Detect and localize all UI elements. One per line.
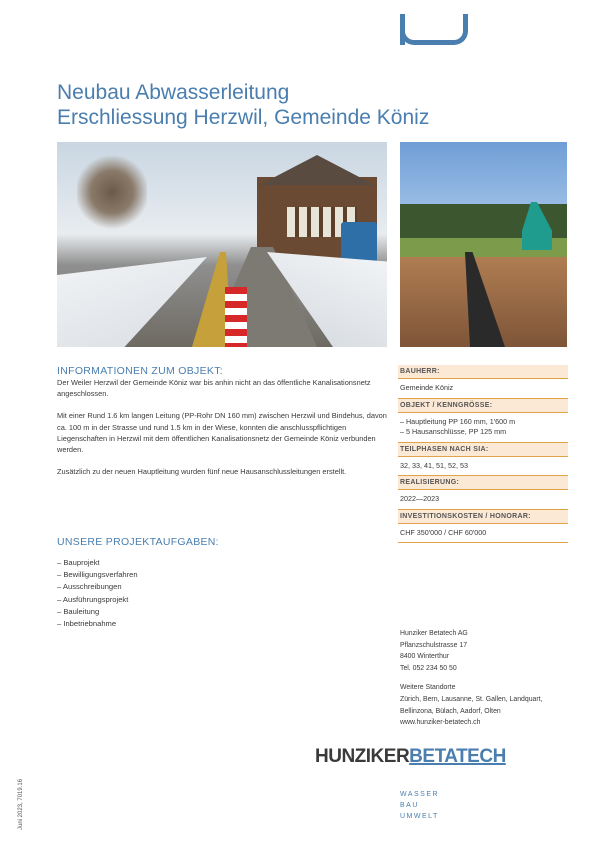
bauherr-label: BAUHERR: [398, 365, 568, 379]
realisierung-label: REALISIERUNG: [398, 476, 568, 490]
objekt-label: OBJEKT / KENNGRÖSSE: [398, 399, 568, 413]
info-paragraph: Zusätzlich zu der neuen Hauptleitung wurden fünf neue Hausanschlussleitungen erstellt. [57, 467, 347, 477]
title-line-2: Erschliessung Herzwil, Gemeinde Köniz [57, 106, 430, 129]
page-title [57, 80, 517, 130]
document-code: Juni 2023, 7019.16 [18, 778, 24, 830]
info-paragraph: Mit einer Rund 1.6 km langen Leitung (PP-Rohr DN 160 mm) zwischen Herzwil und Bindehus, davon ca. 100 m in der Strasse und rund 1.5 km in der Wiese, konnten die anschlusspflichtigen Liegenschaften in Herzwil mit dem öffentlichen Kanalisationsnetz der Gemeinde Köniz verbunden werden. [57, 411, 387, 455]
teilphasen-value: 32, 33, 41, 51, 52, 53 [398, 457, 568, 477]
tagline-line: WASSER [400, 791, 440, 798]
realisierung-value: 2022—2023 [398, 490, 568, 510]
task-item: – Bewilligungsverfahren [57, 570, 138, 580]
brand-tagline [400, 789, 439, 822]
objekt-value-line: – Hauptleitung PP 160 mm, 1'600 m [400, 416, 516, 426]
brand-part-2: BETATECH [409, 746, 506, 767]
task-item: – Ausschreibungen [57, 582, 122, 592]
company-name: Hunziker Betatech AG [400, 630, 468, 637]
task-item: – Bauprojekt [57, 558, 100, 567]
teilphasen-label: TEILPHASEN NACH SIA: [398, 443, 568, 457]
company-city: 8400 Winterthur [400, 653, 450, 661]
company-logo-mark [400, 14, 468, 45]
tagline-line: BAU [400, 802, 419, 809]
brand-part-1: HUNZIKER [315, 746, 410, 767]
brand-logo [315, 746, 506, 768]
objekt-value [398, 413, 568, 443]
company-phone: Tel. 052 234 50 50 [400, 664, 457, 672]
tagline-line: UMWELT [400, 813, 439, 820]
project-info-table [398, 365, 568, 543]
company-address [400, 628, 543, 729]
locations-line: Zürich, Bern, Lausanne, St. Gallen, Landquart, [400, 695, 543, 703]
info-body [57, 377, 387, 488]
company-website: www.hunziker-betatech.ch [400, 719, 481, 727]
company-street: Pflanzschulstrasse 17 [400, 641, 468, 649]
locations-line: Bellinzona, Bülach, Aadorf, Olten [400, 707, 501, 715]
other-locations-label: Weitere Standorte [400, 684, 456, 692]
photo-winter-street-trench [57, 142, 387, 347]
info-paragraph: Der Weiler Herzwil der Gemeinde Köniz war bis anhin nicht an das öffentliche Kanalisationsnetz angeschlossen. [57, 378, 371, 399]
kosten-value: CHF 350'000 / CHF 60'000 [398, 524, 568, 544]
info-heading: INFORMATIONEN ZUM OBJEKT: [57, 365, 223, 377]
tasks-heading: UNSERE PROJEKTAUFGABEN: [57, 536, 219, 548]
task-item: – Inbetriebnahme [57, 619, 117, 629]
tasks-list [57, 557, 138, 630]
task-item: – Bauleitung [57, 606, 100, 616]
task-item: – Ausführungsprojekt [57, 594, 129, 604]
objekt-value-line: – 5 Hausanschlüsse, PP 125 mm [400, 427, 507, 436]
kosten-label: INVESTITIONSKOSTEN / HONORAR: [398, 510, 568, 524]
title-line-1: Neubau Abwasserleitung [57, 81, 290, 104]
photo-field-trench-excavator [400, 142, 567, 347]
bauherr-value: Gemeinde Köniz [398, 379, 568, 399]
